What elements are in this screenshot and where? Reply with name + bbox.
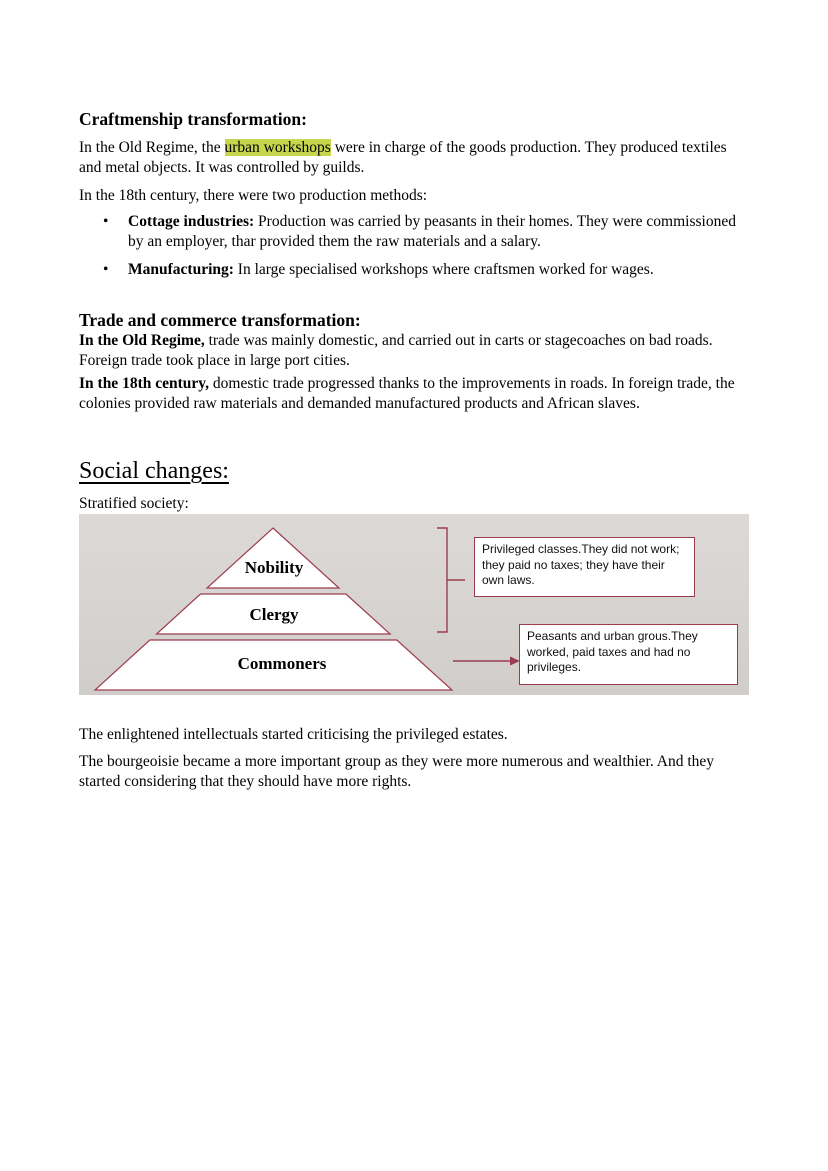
text-run: domestic trade progressed thanks to the improvements in roads. In foreign trade, the colonies provided raw materials and demanded manufactured products and African slaves.: [79, 375, 735, 412]
text-run: In the Old Regime, the: [79, 139, 225, 156]
text-run: Production was carried by peasants in their homes. They were commissioned by an employer, thar provided them the raw materials and a salary.: [128, 213, 736, 250]
callout-privileged-classes: Privileged classes.They did not work; they paid no taxes; they have their own laws.: [474, 537, 695, 597]
list-item-cottage-industries: [103, 212, 749, 252]
list-item-text: [128, 260, 749, 280]
pyramid-level-nobility: Nobility: [244, 558, 304, 577]
paragraph-production-methods: In the 18th century, there were two production methods:: [79, 187, 428, 204]
paragraph-old-regime-trade: [79, 331, 749, 371]
list-item-manufacturing: [103, 260, 749, 280]
text-run: In large specialised workshops where craftsmen worked for wages.: [233, 261, 654, 278]
arrow-icon: [453, 657, 520, 666]
paragraph-stratified-society: Stratified society:: [79, 495, 189, 512]
bracket-shape: [437, 528, 465, 632]
bold-lead: Cottage industries:: [128, 213, 255, 230]
text-run: trade was mainly domestic, and carried out in carts or stagecoaches on bad roads. Foreign trade took place in large port cities.: [79, 332, 713, 369]
paragraph-old-regime-craft: [79, 138, 749, 178]
paragraph-18th-century-trade: [79, 374, 749, 414]
paragraph-bourgeoisie: The bourgeoisie became a more important group as they were more numerous and wealthier. And they started considering that they should have more rights.: [79, 753, 715, 790]
text-run: were in charge of the goods production. They produced textiles and metal objects. It was controlled by guilds.: [79, 139, 727, 176]
bold-lead: Manufacturing:: [128, 261, 234, 278]
heading-trade-commerce: Trade and commerce transformation:: [79, 310, 361, 330]
heading-social-changes: Social changes:: [79, 458, 229, 484]
pyramid-level-commoners: Commoners: [237, 654, 327, 673]
bullet-list: [79, 212, 749, 280]
bullet-icon: •: [103, 213, 109, 230]
heading-craftsmanship: Craftmenship transformation:: [79, 109, 307, 129]
paragraph-enlightened: The enlightened intellectuals started criticising the privileged estates.: [79, 726, 508, 743]
bold-lead: In the Old Regime,: [79, 332, 205, 349]
bold-lead: In the 18th century,: [79, 375, 210, 392]
highlighted-text: urban workshops: [224, 139, 331, 156]
list-item-text: [128, 212, 749, 252]
stratified-society-figure: [79, 514, 749, 695]
pyramid-level-clergy: Clergy: [249, 605, 299, 624]
bullet-icon: •: [103, 261, 109, 278]
callout-commoners: Peasants and urban grous.They worked, paid taxes and had no privileges.: [519, 624, 738, 685]
